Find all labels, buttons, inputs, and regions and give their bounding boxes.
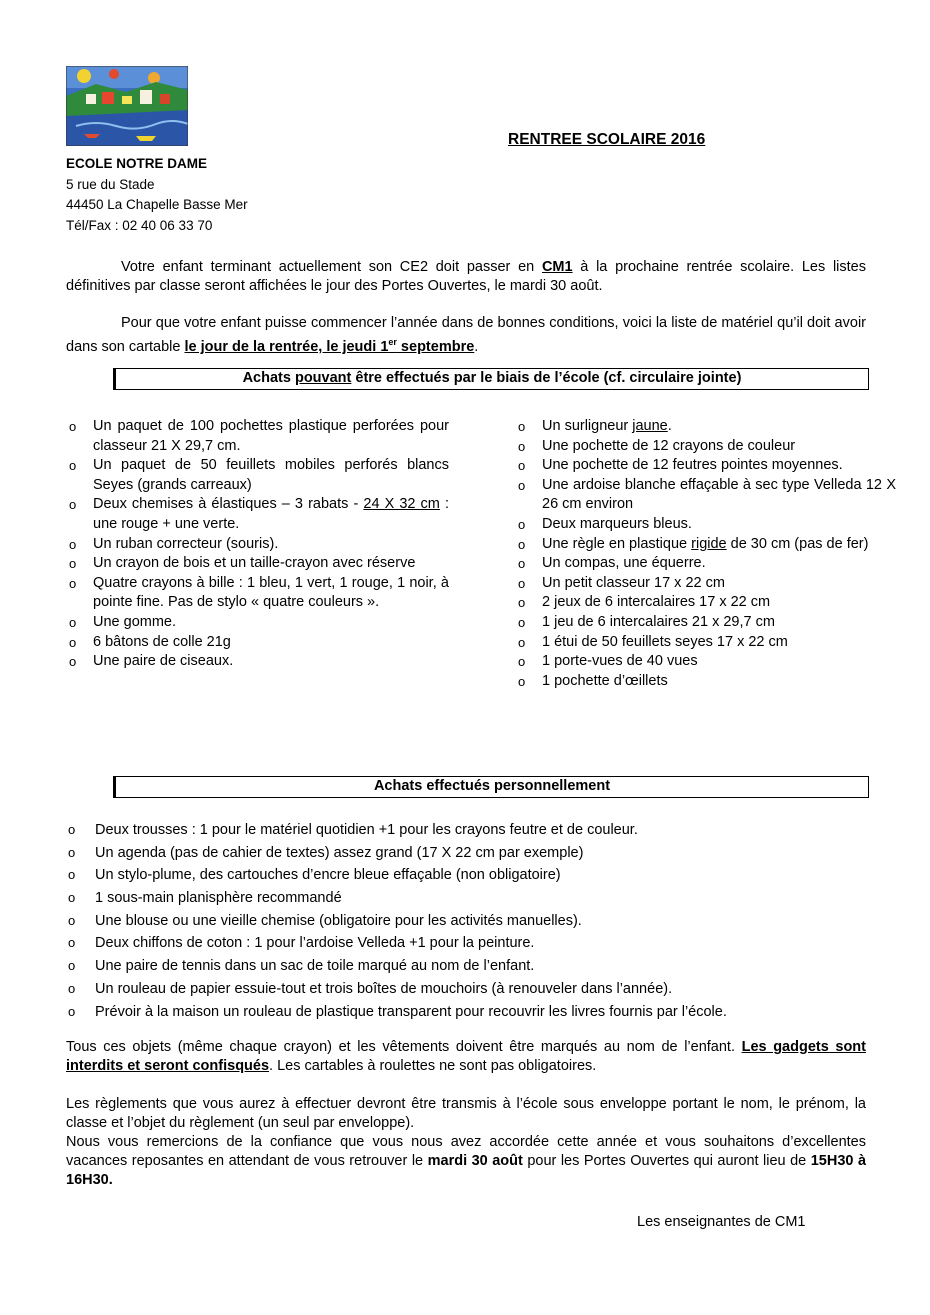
gadgets-warning: Les gadgets sont interdits et seront confisqués [66,1039,866,1074]
list-item: o Une pochette de 12 feutres pointes moyennes. [515,456,896,476]
bullet-icon: o [69,654,77,670]
list-item: o Un paquet de 100 pochettes plastique perforées pour classeur 21 X 29,7 cm. [69,418,449,454]
list-item: o Deux marqueurs bleus. [515,515,896,535]
address-line-2: 44450 La Chapelle Basse Mer [66,197,248,212]
bullet-icon: o [68,867,76,883]
bullet-icon: o [69,536,77,552]
school-address-block [66,154,248,236]
bullet-icon: o [68,1003,76,1019]
list-item: o Deux chiffons de coton : 1 pour l’ardoise Velleda +1 pour la peinture. [66,932,866,955]
bullet-icon: o [68,822,76,837]
list-item: o Un rouleau de papier essuie-tout et trois boîtes de mouchoirs (à renouveler dans l’année). [66,978,866,1001]
bullet-icon: o [68,912,76,928]
list-item: o 6 bâtons de colle 21g [66,633,449,653]
bullet-icon: o [68,980,76,996]
list-item: o Une règle en plastique rigide de 30 cm (pas de fer) [515,535,896,555]
bullet-icon: o [518,516,526,532]
school-logo [66,66,188,146]
personal-supplies-list [66,819,866,1023]
bullet-icon: o [518,438,526,454]
list-item: o Un crayon de bois et un taille-crayon avec réserve [66,554,449,574]
closing-paragraph-1: Tous ces objets (même chaque crayon) et les vêtements doivent être marqués au nom de l’enfant. Les gadgets sont interdits et seront confisqués. Les cartables à roulettes ne sont pas obligatoires. [66,1039,866,1074]
list-item: o Quatre crayons à bille : 1 bleu, 1 vert, 1 rouge, 1 noir, à pointe fine. Pas de stylo « quatre couleurs ». [69,574,449,611]
school-supplies-left-list [66,417,449,672]
bullet-icon: o [518,634,526,650]
bullet-icon: o [518,536,526,552]
bullet-icon: o [69,458,77,474]
list-item: o 1 sous-main planisphère recommandé [66,887,866,910]
bullet-icon: o [518,419,526,434]
document-title: RENTREE SCOLAIRE 2016 [508,131,706,148]
list-item: o Deux chemises à élastiques – 3 rabats - 24 X 32 cm : une rouge + une verte. [69,496,450,532]
phone-line: Tél/Fax : 02 40 06 33 70 [66,217,213,233]
list-item: o Une gomme. [66,613,449,633]
list-item: o 1 étui de 50 feuillets seyes 17 x 22 cm [515,633,896,653]
signature: Les enseignantes de CM1 [637,1214,806,1230]
list-item: o 2 jeux de 6 intercalaires 17 x 22 cm [515,593,896,613]
list-item: o Un compas, une équerre. [515,554,896,574]
address-line-1: 5 rue du Stade [66,176,155,192]
school-name: ECOLE NOTRE DAME [66,156,208,171]
section-2-title: Achats effectués personnellement [113,776,869,798]
list-item: o Un stylo-plume, des cartouches d’encre bleue effaçable (non obligatoire) [66,864,866,887]
bullet-icon: o [68,890,76,906]
list-item: o Une pochette de 12 crayons de couleur [515,437,896,457]
list-item: o 1 jeu de 6 intercalaires 21 x 29,7 cm [515,613,896,633]
bullet-icon: o [69,497,77,513]
list-item: o Une paire de tennis dans un sac de toile marqué au nom de l’enfant. [66,955,866,978]
bullet-icon: o [68,844,76,860]
closing-paragraph-2: Les règlements que vous aurez à effectuer devront être transmis à l’école sous enveloppe portant le nom, le prénom, la classe et l’objet du règlement (un seul par enveloppe). [66,1096,866,1131]
list-item: o Une blouse ou une vieille chemise (obligatoire pour les activités manuelles). [66,910,866,933]
list-item: o 1 pochette d’œillets [515,672,896,692]
bullet-icon: o [518,575,526,591]
list-item: o Un agenda (pas de cahier de textes) assez grand (17 X 22 cm par exemple) [66,842,866,865]
list-item: o 1 porte-vues de 40 vues [515,652,896,672]
first-day-date: le jour de la rentrée, le jeudi 1er septembre [184,337,475,355]
intro-paragraph-2: Pour que votre enfant puisse commencer l’année dans de bonnes conditions, voici la liste de matériel qu’il doit avoir dans son cartable le jour de la rentrée, le jeudi 1er septembre. [66,315,866,355]
list-item: o Prévoir à la maison un rouleau de plastique transparent pour recouvrir les livres fournis par l’école. [66,1001,866,1024]
intro-paragraph-1: Votre enfant terminant actuellement son CE2 doit passer en CM1 à la prochaine rentrée scolaire. Les listes définitives par classe seront affichées le jour des Portes Ouvertes, le mardi 30 août. [66,259,866,294]
bullet-icon: o [69,556,77,572]
list-item: o Un petit classeur 17 x 22 cm [515,574,896,594]
bullet-icon: o [69,419,77,434]
section-1-title: Achats pouvant être effectués par le biais de l’école (cf. circulaire jointe) [113,368,869,390]
list-item: o Deux trousses : 1 pour le matériel quotidien +1 pour les crayons feutre et de couleur. [66,819,866,842]
bullet-icon: o [68,958,76,974]
bullet-icon: o [69,614,77,630]
school-supplies-right-list [515,417,896,691]
bullet-icon: o [518,458,526,474]
bullet-icon: o [69,575,77,591]
bullet-icon: o [518,654,526,670]
list-item: o Un paquet de 50 feuillets mobiles perforés blancs Seyes (grands carreaux) [69,457,449,493]
list-item: o Un surligneur jaune. [515,417,896,437]
list-item: o Une paire de ciseaux. [66,652,449,672]
class-name: CM1 [541,259,573,275]
bullet-icon: o [518,556,526,572]
bullet-icon: o [518,673,526,689]
bullet-icon: o [518,614,526,630]
list-item: o Une ardoise blanche effaçable à sec type Velleda 12 X 26 cm environ [518,476,896,513]
list-item: o Un ruban correcteur (souris). [66,535,449,555]
bullet-icon: o [68,935,76,951]
bullet-icon: o [518,477,526,493]
bullet-icon: o [69,634,77,650]
bullet-icon: o [518,595,526,611]
closing-paragraph-3: Nous vous remercions de la confiance que vous nous avez accordée cette année et vous souhaitons d’excellentes vacances reposantes en attendant de vous retrouver le mardi 30 août pour les Portes Ouvertes qui auront lieu de 15H30 à 16H30. [66,1134,867,1188]
